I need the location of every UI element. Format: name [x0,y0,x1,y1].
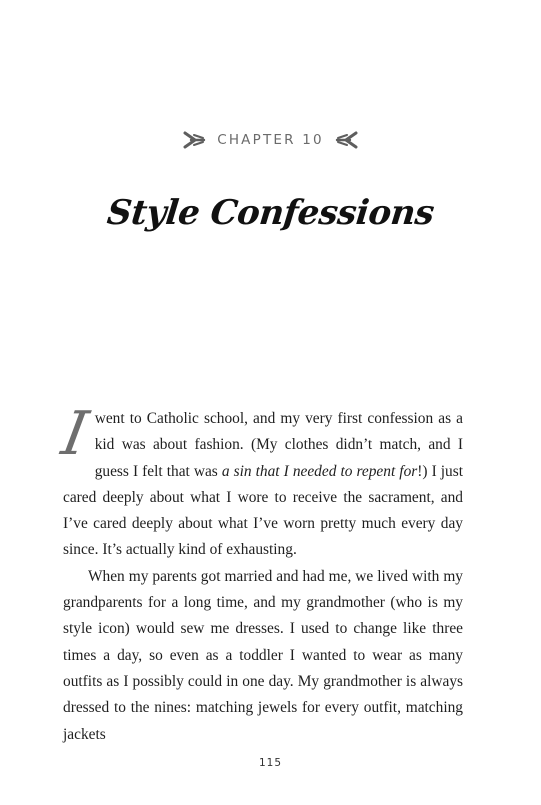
paragraph-2: When my parents got married and had me, we lived with my grandparents for a long time, and my grandmother (who is my style icon) would sew me dresses. I used to change like three times a day, so even as a toddler I wanted to wear as many outfits as I possibly could in one day. My grandmother is always dressed to the nines: matching jewels for every outfit, matching jackets [63,567,463,743]
chapter-heading [0,128,541,152]
chapter-title: Style Confessions [105,192,436,233]
chapter-body-text [56,399,463,748]
paragraph-1-text-start: went to Catholic school, and my very first confession as a kid was about fashion. (My clothes didn’t match, and I guess I felt that was [94,410,463,480]
chevron-ornament-right-icon [334,129,360,151]
paragraph-1-italic-phrase: a sin that I needed to repent for [221,462,418,480]
chevron-ornament-left-icon [181,129,207,151]
drop-cap: I [56,399,93,469]
paragraph-1 [56,399,463,564]
page-number: 115 [258,757,283,769]
chapter-number-label: CHAPTER 10 [217,132,324,148]
paragraph-1-text-end: !) I just cared deeply about what I wore to receive the sacrament, and I’ve cared deeply about what I’ve worn pretty much every day since. It’s actually kind of exhausting. [63,462,463,559]
